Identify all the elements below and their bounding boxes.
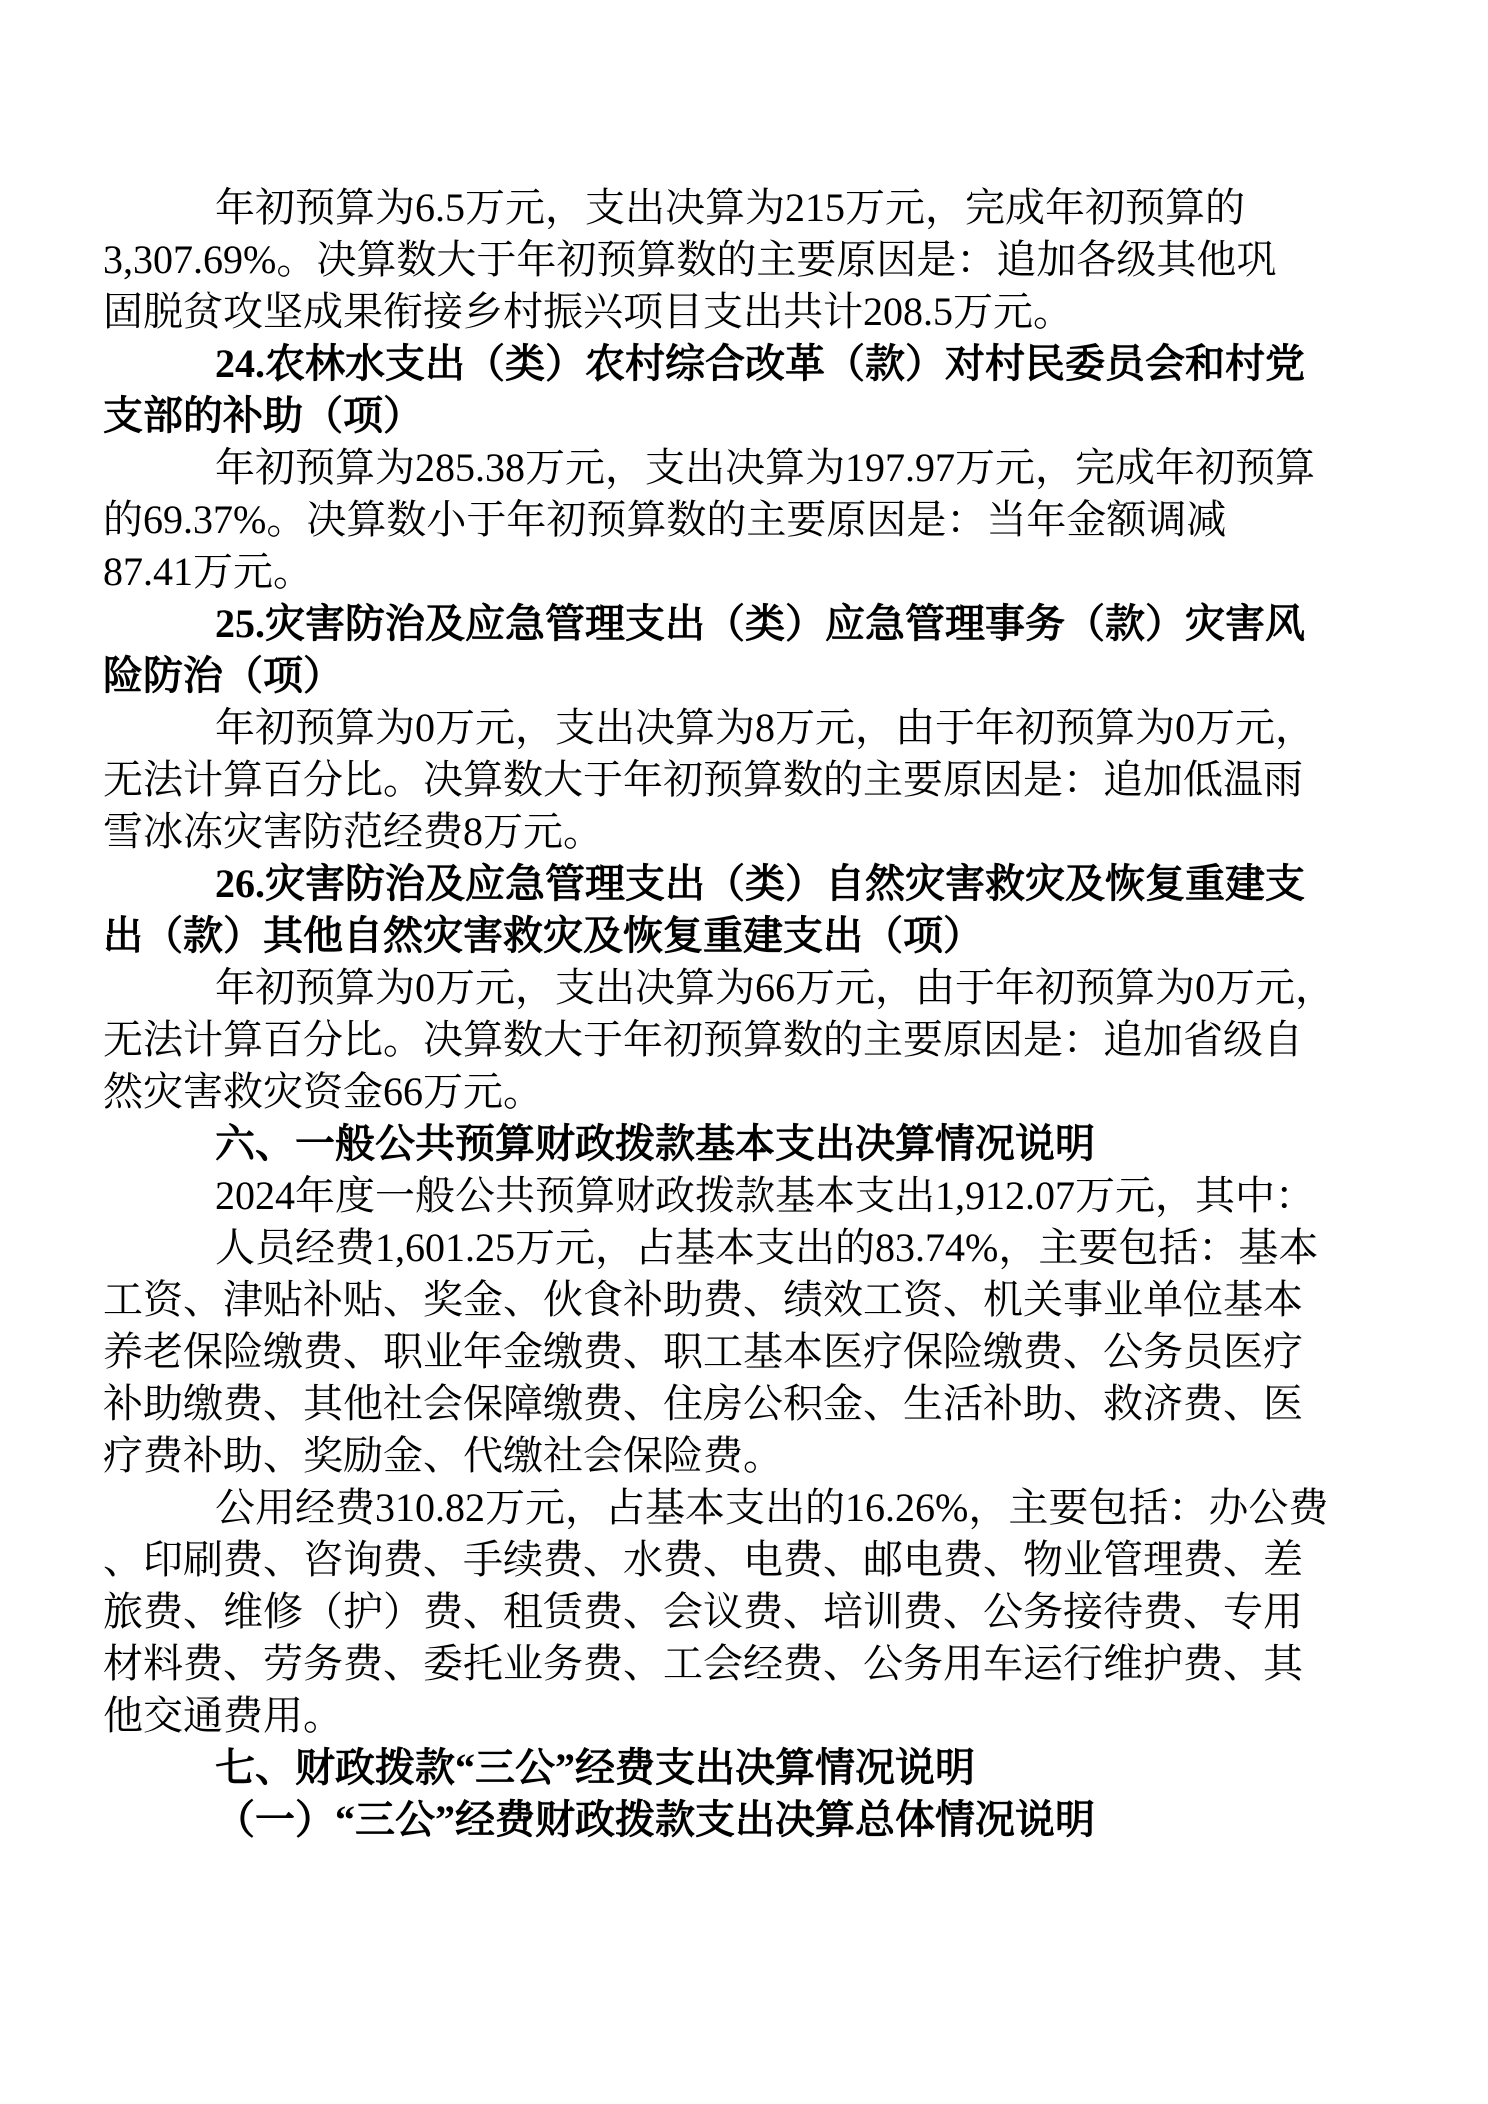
paragraph-public-funds <box>103 1482 1433 1742</box>
text-line: 人员经费1,601.25万元，占基本支出的83.74%，主要包括：基本 <box>215 1225 1319 1270</box>
heading-item-25 <box>103 598 1433 702</box>
text-line: 旅费、维修（护）费、租赁费、会议费、培训费、公务接待费、专用 <box>103 1589 1303 1634</box>
text-line: 工资、津贴补贴、奖金、伙食补助费、绩效工资、机关事业单位基本 <box>103 1277 1303 1322</box>
text-line: 公用经费310.82万元，占基本支出的16.26%，主要包括：办公费 <box>215 1485 1329 1530</box>
text-line: 年初预算为0万元，支出决算为8万元，由于年初预算为0万元， <box>215 705 1315 750</box>
text-line: 养老保险缴费、职业年金缴费、职工基本医疗保险缴费、公务员医疗 <box>103 1329 1303 1374</box>
text-line: 支部的补助（项） <box>103 393 423 438</box>
text-line: 3,307.69%。决算数大于年初预算数的主要原因是：追加各级其他巩 <box>103 237 1277 282</box>
document-text-area <box>103 182 1433 1846</box>
text-line: 雪冰冻灾害防范经费8万元。 <box>103 809 603 854</box>
paragraph-personnel-funds <box>103 1222 1433 1482</box>
text-line: 六、一般公共预算财政拨款基本支出决算情况说明 <box>215 1121 1095 1166</box>
paragraph-expense-23-detail <box>103 182 1433 338</box>
text-line: 年初预算为6.5万元，支出决算为215万元，完成年初预算的 <box>215 185 1245 230</box>
text-line: 七、财政拨款“三公”经费支出决算情况说明 <box>215 1745 975 1790</box>
text-line: 26.灾害防治及应急管理支出（类）自然灾害救灾及恢复重建支 <box>215 861 1305 906</box>
text-line: 补助缴费、其他社会保障缴费、住房公积金、生活补助、救济费、医 <box>103 1381 1303 1426</box>
text-line: 疗费补助、奖励金、代缴社会保险费。 <box>103 1433 783 1478</box>
text-line: （一）“三公”经费财政拨款支出决算总体情况说明 <box>215 1797 1095 1842</box>
text-line: 出（款）其他自然灾害救灾及恢复重建支出（项） <box>103 913 983 958</box>
paragraph-expense-25-detail <box>103 702 1433 858</box>
text-line: 2024年度一般公共预算财政拨款基本支出1,912.07万元，其中： <box>215 1173 1315 1218</box>
text-line: 的69.37%。决算数小于年初预算数的主要原因是：当年金额调减 <box>103 497 1227 542</box>
text-line: 87.41万元。 <box>103 549 313 594</box>
text-line: 他交通费用。 <box>103 1693 343 1738</box>
heading-section-7 <box>103 1742 1433 1794</box>
text-line: 固脱贫攻坚成果衔接乡村振兴项目支出共计208.5万元。 <box>103 289 1073 334</box>
text-line: 24.农林水支出（类）农村综合改革（款）对村民委员会和村党 <box>215 341 1305 386</box>
text-line: 25.灾害防治及应急管理支出（类）应急管理事务（款）灾害风 <box>215 601 1305 646</box>
heading-section-7-sub-1 <box>103 1794 1433 1846</box>
text-line: 然灾害救灾资金66万元。 <box>103 1069 543 1114</box>
text-line: 险防治（项） <box>103 653 343 698</box>
paragraph-expense-26-detail <box>103 962 1433 1118</box>
paragraph-basic-expense-total <box>103 1170 1433 1222</box>
heading-section-6 <box>103 1118 1433 1170</box>
text-line: 、印刷费、咨询费、手续费、水费、电费、邮电费、物业管理费、差 <box>103 1537 1303 1582</box>
heading-item-24 <box>103 338 1433 442</box>
heading-item-26 <box>103 858 1433 962</box>
text-line: 年初预算为285.38万元，支出决算为197.97万元，完成年初预算 <box>215 445 1315 490</box>
text-line: 年初预算为0万元，支出决算为66万元，由于年初预算为0万元， <box>215 965 1335 1010</box>
paragraph-expense-24-detail <box>103 442 1433 598</box>
text-line: 材料费、劳务费、委托业务费、工会经费、公务用车运行维护费、其 <box>103 1641 1303 1686</box>
text-line: 无法计算百分比。决算数大于年初预算数的主要原因是：追加低温雨 <box>103 757 1303 802</box>
text-line: 无法计算百分比。决算数大于年初预算数的主要原因是：追加省级自 <box>103 1017 1303 1062</box>
